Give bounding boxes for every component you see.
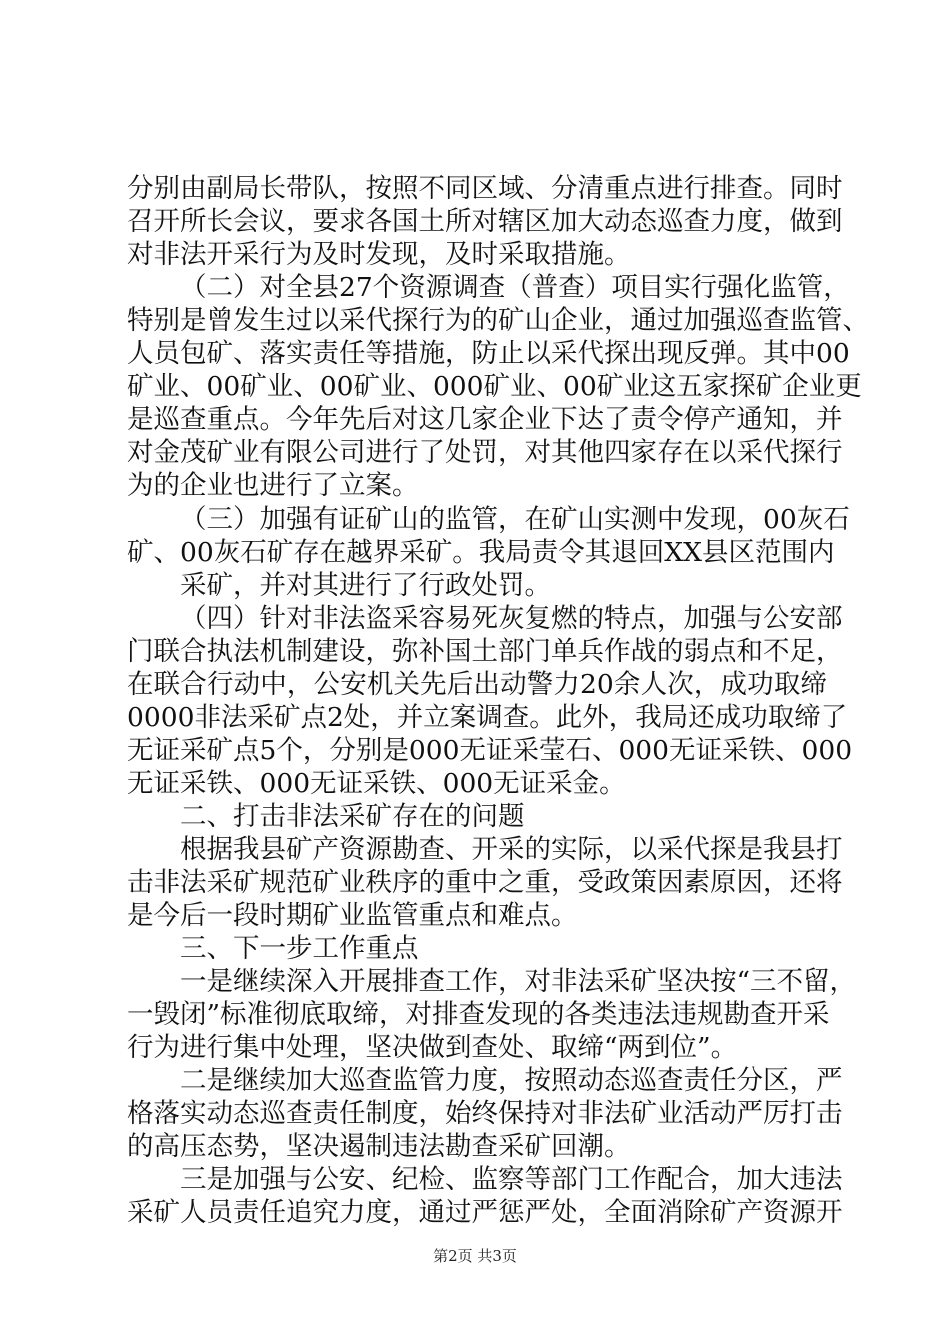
- text-line: 对非法开采行为及时发现，及时采取措施。: [127, 239, 631, 270]
- text-line: 特别是曾发生过以采代探行为的矿山企业，通过加强巡查监管、: [127, 305, 869, 336]
- text-line: （三）加强有证矿山的监管，在矿山实测中发现，00灰石: [180, 504, 850, 535]
- text-line: （四）针对非法盗采容易死灰复燃的特点，加强与公安部: [180, 603, 843, 634]
- text-line: 0000非法采矿点2处，并立案调查。此外，我局还成功取缔了: [127, 702, 848, 733]
- text-line: 是巡查重点。今年先后对这几家企业下达了责令停产通知，并: [127, 404, 843, 435]
- text-line: 无证采矿点5个，分别是000无证采莹石、000无证采铁、000: [127, 735, 853, 766]
- text-line: 无证采铁、000无证采铁、000无证采金。: [127, 768, 626, 799]
- text-line: 门联合执法机制建设，弥补国土部门单兵作战的弱点和不足，: [127, 636, 843, 667]
- text-line: 采矿，并对其进行了行政处罚。: [180, 570, 551, 601]
- text-line: 根据我县矿产资源勘查、开采的实际，以采代探是我县打: [180, 834, 843, 865]
- text-line: 分别由副局长带队，按照不同区域、分清重点进行排查。同时: [127, 173, 843, 204]
- text-line: 三是加强与公安、纪检、监察等部门工作配合，加大违法: [180, 1164, 843, 1195]
- text-line: 召开所长会议，要求各国土所对辖区加大动态巡查力度，做到: [127, 206, 843, 237]
- section-heading: 二、打击非法采矿存在的问题: [180, 801, 525, 832]
- text-line: 采矿人员责任追究力度，通过严惩严处，全面消除矿产资源开: [127, 1197, 843, 1228]
- text-line: 在联合行动中，公安机关先后出动警力20余人次，成功取缔: [127, 669, 827, 700]
- text-line: 对金茂矿业有限公司进行了处罚，对其他四家存在以采代探行: [127, 437, 843, 468]
- text-line: 是今后一段时期矿业监管重点和难点。: [127, 900, 578, 931]
- text-line: 击非法采矿规范矿业秩序的重中之重，受政策因素原因，还将: [127, 867, 843, 898]
- text-line: （二）对全县27个资源调查（普查）项目实行强化监管，: [180, 272, 850, 303]
- text-line: 矿业、00矿业、00矿业、000矿业、00矿业这五家探矿企业更: [127, 371, 862, 402]
- text-line: 行为进行集中处理，坚决做到查处、取缔“两到位”。: [127, 1032, 738, 1063]
- text-line: 二是继续加大巡查监管力度，按照动态巡查责任分区，严: [180, 1065, 843, 1096]
- text-line: 为的企业也进行了立案。: [127, 470, 419, 501]
- text-line: 一是继续深入开展排查工作，对非法采矿坚决按“三不留，: [180, 966, 857, 997]
- section-heading: 三、下一步工作重点: [180, 933, 419, 964]
- text-line: 的高压态势，坚决遏制违法勘查采矿回潮。: [127, 1131, 631, 1162]
- text-line: 人员包矿、落实责任等措施，防止以采代探出现反弹。其中00: [127, 338, 850, 369]
- text-line: 矿、00灰石矿存在越界采矿。我局责令其退回XX县区范围内: [127, 537, 835, 568]
- text-line: 格落实动态巡查责任制度，始终保持对非法矿业活动严厉打击: [127, 1098, 843, 1129]
- text-line: 一毁闭”标准彻底取缔，对排查发现的各类违法违规勘查开采: [127, 999, 830, 1030]
- page-footer: 第2页 共3页: [433, 1247, 517, 1265]
